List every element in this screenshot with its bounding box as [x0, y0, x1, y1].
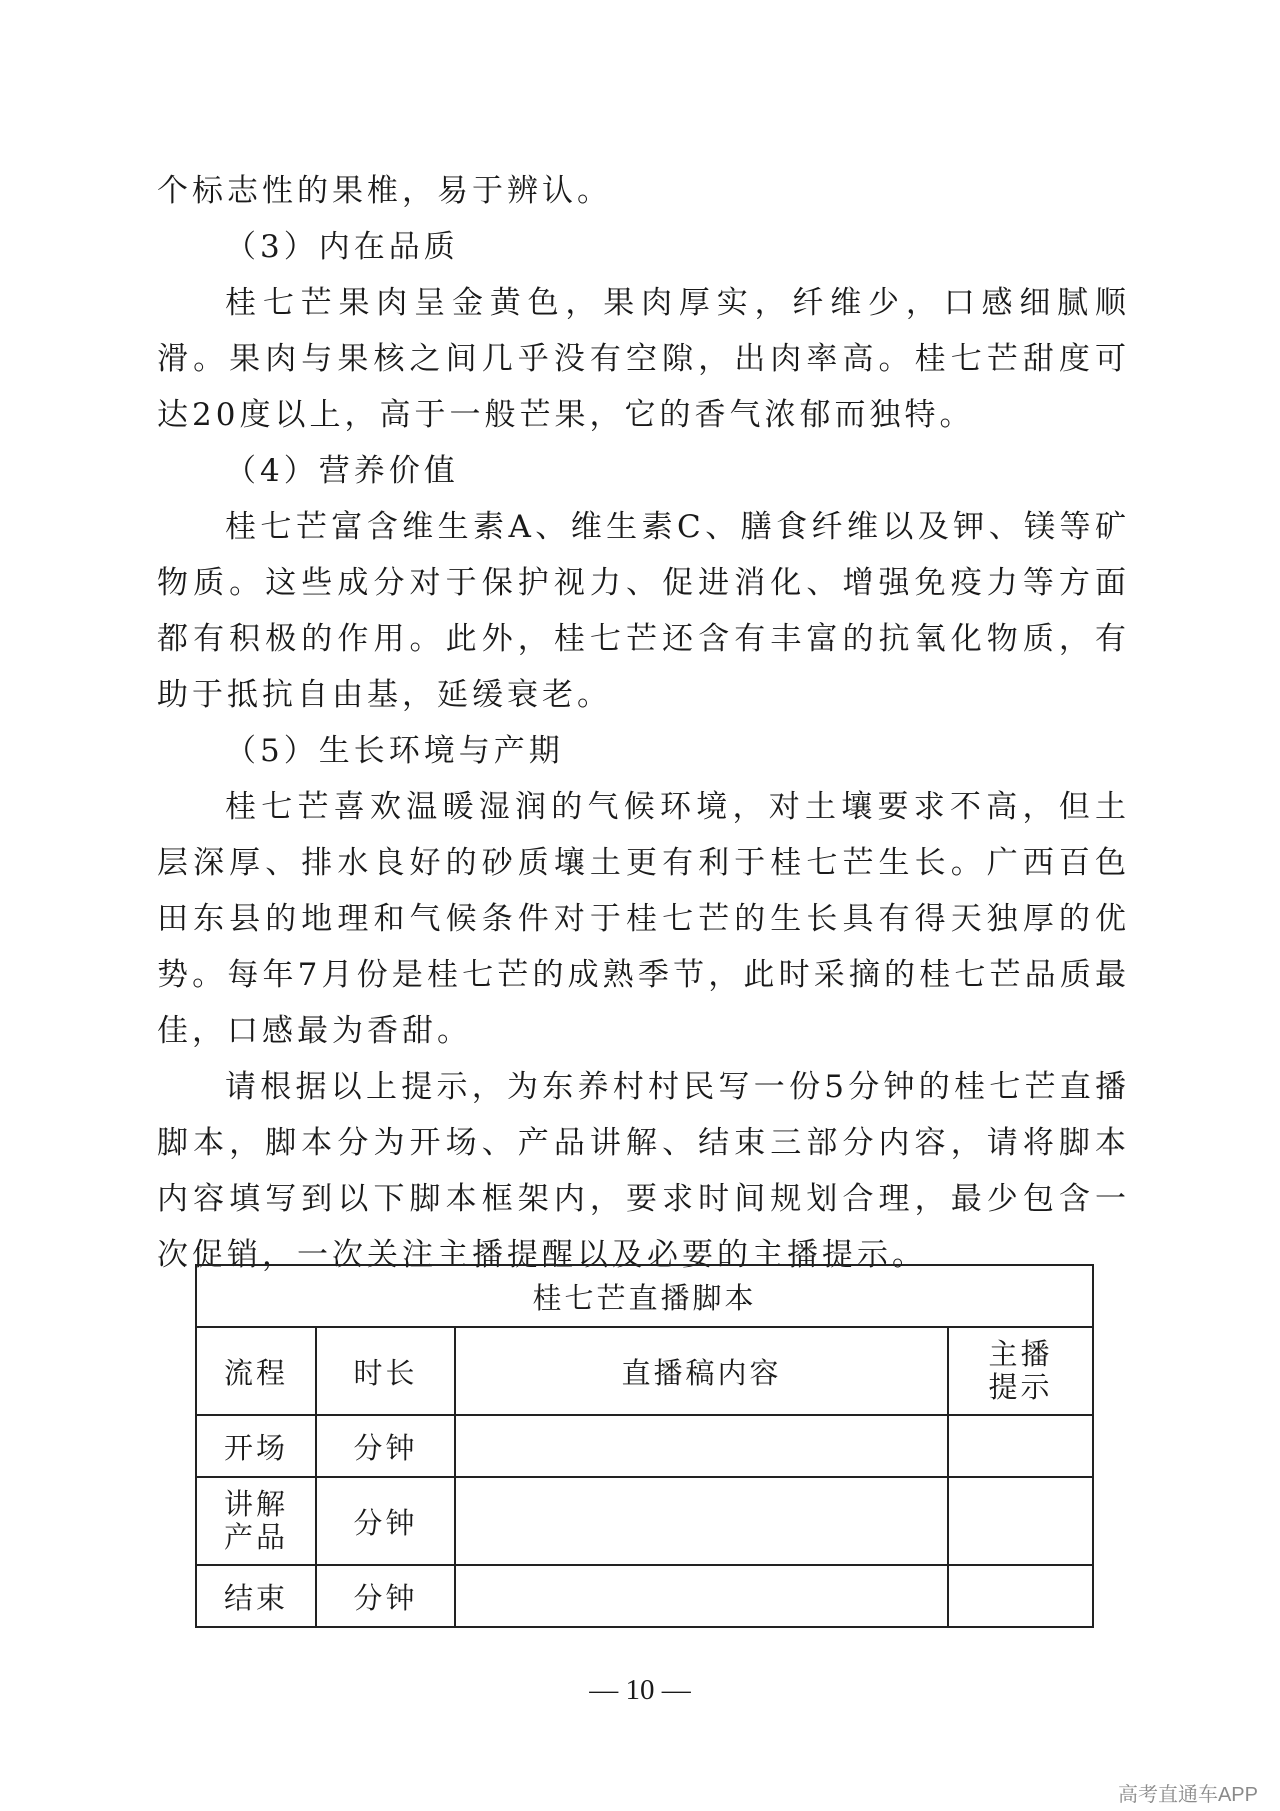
table-row [196, 1565, 1093, 1627]
script-table-wrapper [195, 1264, 1094, 1628]
paragraph-task-instruction: 请根据以上提示，为东养村村民写一份5分钟的桂七芒直播脚本，脚本分为开场、产品讲解、结束三部分内容，请将脚本内容填写到以下脚本框架内，要求时间规划合理，最少包含一次促销，一次关注主播提醒以及必要的主播提示。 [157, 1069, 1130, 1273]
live-script-table [195, 1264, 1094, 1628]
header-host-tip-label: 主播 提示 [988, 1337, 1053, 1404]
cell-content[interactable] [455, 1415, 948, 1477]
cell-tip[interactable] [948, 1415, 1093, 1477]
table-row [196, 1477, 1093, 1565]
cell-duration: 分钟 [316, 1477, 455, 1565]
header-stage: 流程 [196, 1327, 316, 1415]
body-text [157, 163, 1130, 1283]
heading-inner-quality: （3）内在品质 [225, 229, 459, 265]
page-number: — 10 — [589, 1674, 691, 1706]
paragraph-growth-environment: 桂七芒喜欢温暖湿润的气候环境，对土壤要求不高，但土层深厚、排水良好的砂质壤土更有利于桂七芒生长。广西百色田东县的地理和气候条件对于桂七芒的生长具有得天独厚的优势。每年7月份是桂七芒的成熟季节，此时采摘的桂七芒品质最佳，口感最为香甜。 [157, 789, 1130, 1049]
cell-duration: 分钟 [316, 1415, 455, 1477]
header-host-tip [948, 1327, 1093, 1415]
header-content: 直播稿内容 [455, 1327, 948, 1415]
cell-stage [196, 1477, 316, 1565]
cell-duration: 分钟 [316, 1565, 455, 1627]
cell-tip[interactable] [948, 1565, 1093, 1627]
watermark: 高考直通车APP [1117, 1784, 1258, 1806]
paragraph-continuation: 个标志性的果椎，易于辨认。 [157, 173, 612, 209]
header-duration: 时长 [316, 1327, 455, 1415]
cell-tip[interactable] [948, 1477, 1093, 1565]
heading-nutrition: （4）营养价值 [225, 453, 459, 489]
cell-content[interactable] [455, 1477, 948, 1565]
heading-growth-environment: （5）生长环境与产期 [225, 733, 564, 769]
table-title: 桂七芒直播脚本 [196, 1265, 1093, 1327]
table-row [196, 1415, 1093, 1477]
paragraph-nutrition: 桂七芒富含维生素A、维生素C、膳食纤维以及钾、镁等矿物质。这些成分对于保护视力、促进消化、增强免疫力等方面都有积极的作用。此外，桂七芒还含有丰富的抗氧化物质，有助于抵抗自由基，延缓衰老。 [157, 509, 1130, 713]
cell-stage: 开场 [196, 1415, 316, 1477]
cell-content[interactable] [455, 1565, 948, 1627]
cell-stage-label: 讲解 产品 [223, 1487, 288, 1554]
cell-stage: 结束 [196, 1565, 316, 1627]
table-header-row [196, 1327, 1093, 1415]
paragraph-inner-quality: 桂七芒果肉呈金黄色，果肉厚实，纤维少，口感细腻顺滑。果肉与果核之间几乎没有空隙，出肉率高。桂七芒甜度可达20度以上，高于一般芒果，它的香气浓郁而独特。 [157, 285, 1130, 433]
